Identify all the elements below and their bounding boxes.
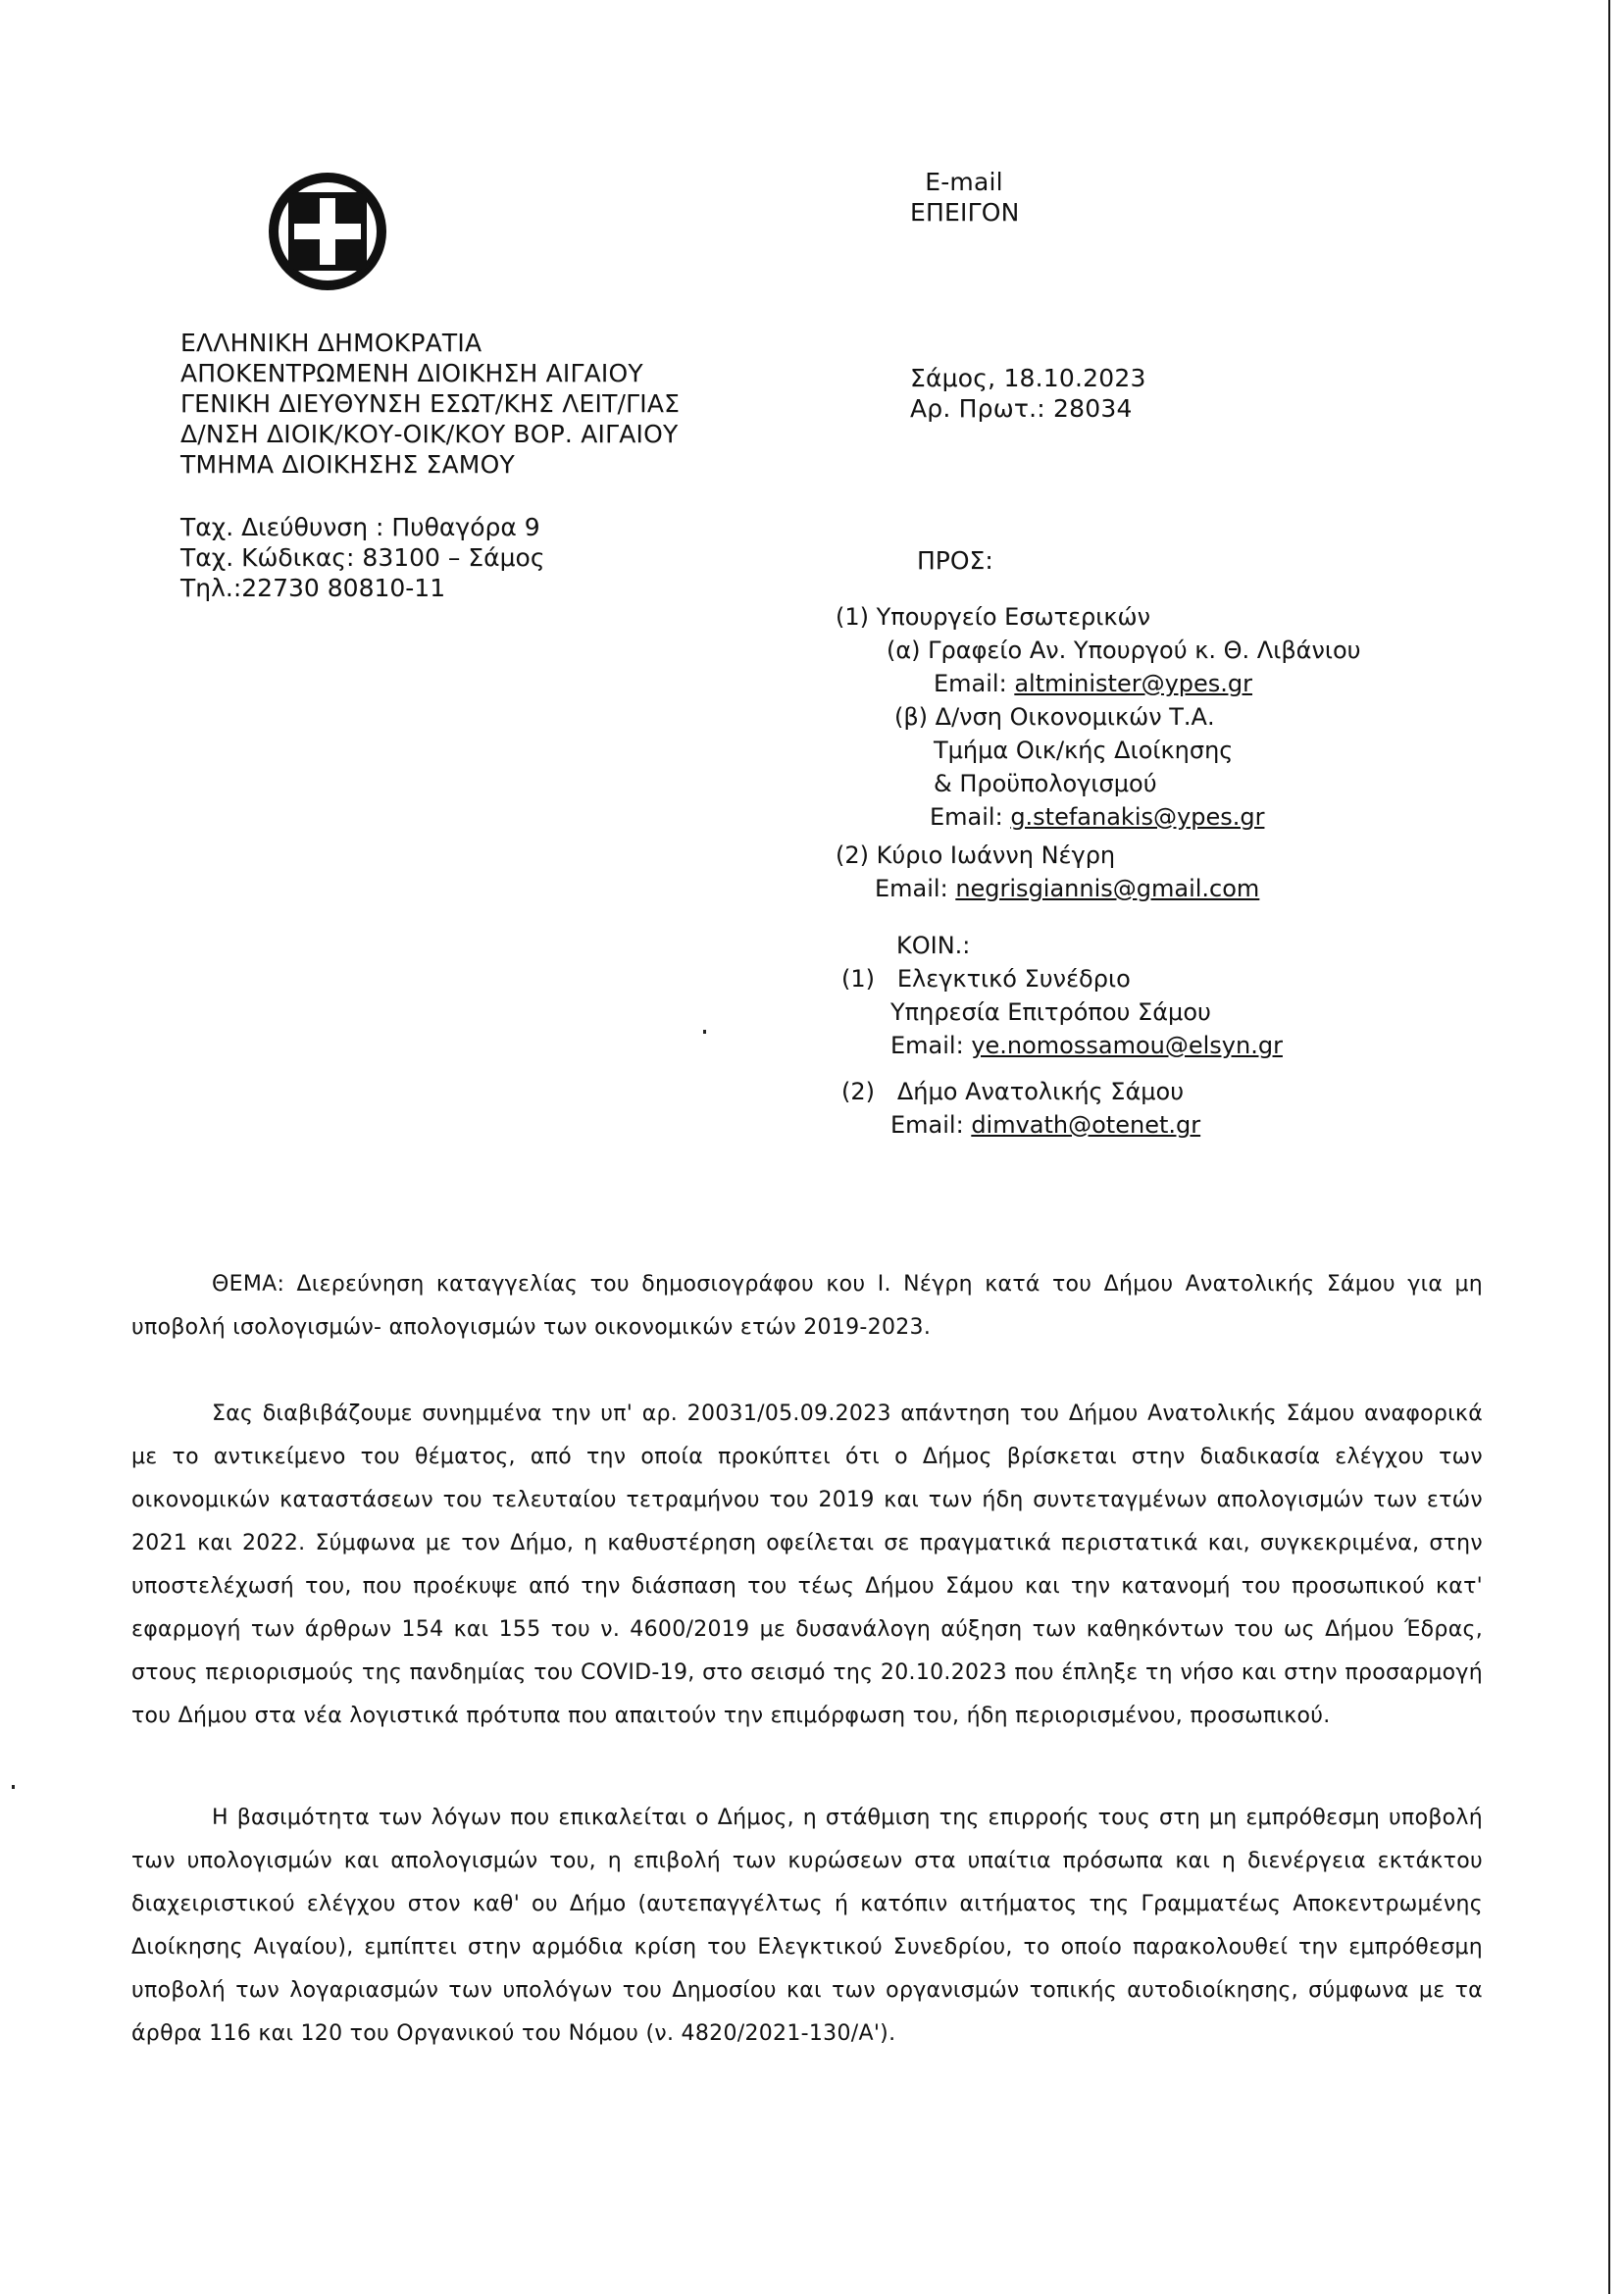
email-label: Email: [930, 803, 1003, 831]
emblem-icon [263, 167, 392, 296]
postcode-line: Ταχ. Κώδικας: 83100 – Σάμος [180, 543, 545, 572]
email-label: Email: [934, 670, 1007, 697]
cc-1-sub: Υπηρεσία Επιτρόπου Σάμου [890, 998, 1211, 1026]
paragraph-2-text: Η βασιμότητα των λόγων που επικαλείται ο Δήμος, η στάθμιση της επιρροής τους στη μη εμπρόθεσμη υποβολή των υπολογισμών και απολογισμών του, η επιβολή των κυρώσεων στα υπαίτια πρόσωπα και η διενέργεια εκτάκτου διαχειριστικού ελέγχου στον καθ' ου Δήμο (αυτεπαγγέλτως ή κατόπιν αιτήματος της Γραμματέως Αποκεντρωμένης Διοίκησης Αιγαίου), εμπίπτει στην αρμόδια κρίση του Ελεγκτικού Συνεδρίου, το οποίο παρακολουθεί την εμπρόθεσμη υποβολή των λογαριασμών των υπολόγων του Δημοσίου και των οργανισμών τοπικής αυτοδιοίκησης, σύμφωνα με τα άρθρα 116 και 120 του Οργανικού του Νόμου (ν. 4820/2021-130/Α'). [131, 1806, 1483, 2046]
subject-paragraph [131, 1263, 1483, 1350]
phone-line: Τηλ.:22730 80810-11 [180, 574, 446, 602]
recipient-1a-email [836, 667, 1361, 700]
cc-1-number: (1) [841, 965, 875, 993]
delivery-method [910, 167, 1018, 228]
delivery-email: E-mail [925, 168, 1003, 196]
sender-line: ΑΠΟΚΕΝΤΡΩΜΕΝΗ ΔΙΟΙΚΗΣΗ ΑΙΓΑΙΟΥ [180, 359, 643, 387]
email-link[interactable]: g.stefanakis@ypes.gr [1010, 803, 1265, 831]
cc-heading: ΚΟΙΝ.: [896, 932, 971, 959]
cc-1-email [836, 1029, 1283, 1062]
email-label: Email: [875, 875, 948, 902]
subject-text: ΘΕΜΑ: Διερεύνηση καταγγελίας του δημοσιογράφου κου Ι. Νέγρη κατά του Δήμου Ανατολικής Σάμου για μη υποβολή ισολογισμών- απολογισμών των οικονομικών ετών 2019-2023. [131, 1272, 1483, 1340]
sender-block [180, 328, 680, 480]
recipients-heading: ΠΡΟΣ: [917, 546, 993, 575]
paragraph-1-text: Σας διαβιβάζουμε συνημμένα την υπ' αρ. 20031/05.09.2023 απάντηση του Δήμου Ανατολικής Σάμου αναφορικά με το αντικείμενο του θέματος, από την οποία προκύπτει ότι ο Δήμος βρίσκεται στην διαδικασία ελέγχου των οικονομικών καταστάσεων του τελευταίου τετραμήνου του 2019 και των ήδη συντεταγμένων απολογισμών των ετών 2021 και 2022. Σύμφωνα με τον Δήμο, η καθυστέρηση οφείλεται σε πραγματικά περιστατικά και, συγκεκριμένα, στην υποστελέχωσή του, που προέκυψε από την διάσπαση του τέως Δήμου Σάμου και την κατανομή του προσωπικού κατ' εφαρμογή των άρθρων 154 και 155 του ν. 4600/2019 με δυσανάλογη αύξηση των καθηκόντων του ως Δήμου Έδρας, στους περιορισμούς της πανδημίας του COVID-19, στο σεισμό της 20.10.2023 που έπληξε τη νήσο και στην προσαρμογή του Δήμου στα νέα λογιστικά πρότυπα που απαιτούν την επιμόρφωση του, ήδη περιορισμένου, προσωπικού. [131, 1402, 1483, 1728]
email-label: Email: [890, 1111, 964, 1139]
email-link[interactable]: altminister@ypes.gr [1014, 670, 1253, 697]
cc-2-email [836, 1108, 1200, 1142]
email-label: Email: [890, 1032, 964, 1059]
email-link[interactable]: negrisgiannis@gmail.com [955, 875, 1260, 902]
recipient-2 [836, 839, 1259, 905]
sender-line: ΤΜΗΜΑ ΔΙΟΙΚΗΣΗΣ ΣΑΜΟΥ [180, 450, 515, 479]
scan-speck [703, 1030, 706, 1034]
recipient-1a: (α) Γραφείο Αν. Υπουργού κ. Θ. Λιβάνιου [887, 637, 1361, 664]
cc-block [836, 929, 1283, 1062]
main-paragraph-2 [131, 1797, 1483, 2056]
recipient-1b-email [836, 800, 1361, 834]
place-date: Σάμος, 18.10.2023 [910, 364, 1146, 392]
email-link[interactable]: ye.nomossamou@elsyn.gr [971, 1032, 1283, 1059]
email-link[interactable]: dimvath@otenet.gr [971, 1111, 1201, 1139]
protocol-number: Αρ. Πρωτ.: 28034 [910, 394, 1133, 423]
cc-1 [836, 962, 1283, 995]
document-meta [910, 363, 1146, 424]
cc-2-number: (2) [841, 1078, 875, 1105]
recipient-1-title: (1) Υπουργείο Εσωτερικών [836, 603, 1151, 631]
recipient-2-title: (2) Κύριο Ιωάννη Νέγρη [836, 841, 1116, 869]
cc-2 [836, 1075, 1200, 1108]
recipient-1b: (β) Δ/νση Οικονομικών Τ.Α. [894, 703, 1215, 731]
sender-line: ΕΛΛΗΝΙΚΗ ΔΗΜΟΚΡΑΤΙΑ [180, 329, 482, 357]
cc-2-block [836, 1075, 1200, 1142]
scan-edge [1608, 0, 1610, 2294]
recipient-1b-line3: & Προϋπολογισμού [934, 770, 1157, 797]
scan-speck [12, 1785, 15, 1789]
recipient-1b-line2: Τμήμα Οικ/κής Διοίκησης [934, 737, 1234, 764]
sender-line: Δ/ΝΣΗ ΔΙΟΙΚ/ΚΟΥ-ΟΙΚ/ΚΟΥ ΒΟΡ. ΑΙΓΑΙΟΥ [180, 420, 679, 448]
cc-2-title: Δήμο Ανατολικής Σάμου [896, 1078, 1185, 1105]
address-line: Ταχ. Διεύθυνση : Πυθαγόρα 9 [180, 513, 540, 541]
main-paragraph-1 [131, 1393, 1483, 1738]
greek-emblem [263, 167, 392, 296]
delivery-urgent: ΕΠΕΙΓΟΝ [910, 198, 1020, 227]
sender-line: ΓΕΝΙΚΗ ΔΙΕΥΘΥΝΣΗ ΕΣΩΤ/ΚΗΣ ΛΕΙΤ/ΓΙΑΣ [180, 389, 681, 418]
recipient-2-email [836, 872, 1259, 905]
sender-address [180, 512, 545, 603]
cc-1-title: Ελεγκτικό Συνέδριο [896, 965, 1131, 993]
recipients-list [836, 600, 1361, 834]
